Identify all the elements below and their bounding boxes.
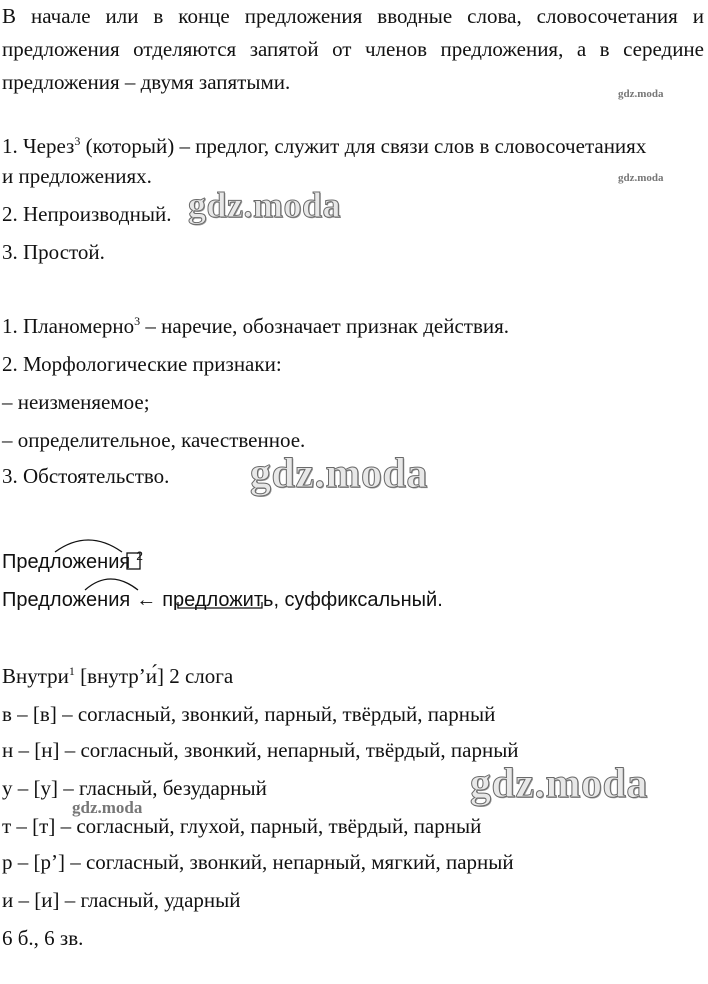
watermark-big: gdz.moda <box>470 761 648 807</box>
s1-line-3: 2. Непроизводный. <box>2 202 172 226</box>
morph-word1-ending: я <box>119 551 131 573</box>
morph-line-1 <box>2 548 143 578</box>
s1-line-2: и предложениях. <box>2 164 152 188</box>
morph-word2: Предложения <box>2 589 131 611</box>
s1-line-4: 3. Простой. <box>2 240 105 264</box>
s2-line-1-prefix: 1. Планомерно <box>2 314 135 338</box>
morph-word3: предложить <box>162 589 274 611</box>
watermark-big: gdz.moda <box>250 451 428 497</box>
s1-line-1-sup: 3 <box>74 134 81 148</box>
s2-line-3: – неизменяемое; <box>2 390 150 414</box>
morph-word1-sup: 2 <box>136 549 143 563</box>
s2-line-1 <box>2 312 509 343</box>
s3-row: н – [н] – согласный, звонкий, непарный, твёрдый, парный <box>2 738 519 762</box>
morph-tail: , суффиксальный. <box>273 589 443 611</box>
s1-line-1-suffix: (который) – предлог, служит для связи слов в словосочетаниях <box>80 134 647 158</box>
s1-line-1-prefix: 1. Через <box>2 134 75 158</box>
s2-line-4: – определительное, качественное. <box>2 428 306 452</box>
s2-line-1-suffix: – наречие, обозначает признак действия. <box>140 314 510 338</box>
morph-word1-stem: Предложени <box>2 551 120 573</box>
s3-head-sup: 1 <box>68 664 75 678</box>
s1-line-1 <box>2 132 646 163</box>
s2-line-2: 2. Морфологические признаки: <box>2 352 282 376</box>
watermark-small: gdz.moda <box>618 172 664 184</box>
s3-summary: 6 б., 6 зв. <box>2 926 84 950</box>
s3-head-rest: [внутр’и́] 2 слога <box>74 664 234 688</box>
s3-row: у – [у] – гласный, безударный <box>2 776 267 800</box>
s3-row: т – [т] – согласный, глухой, парный, твёрдый, парный <box>2 814 482 838</box>
watermark-small: gdz.moda <box>618 88 664 100</box>
s3-head-word: Внутри <box>2 664 69 688</box>
arrow-left-icon: ← <box>136 589 157 611</box>
s3-row: р – [р’] – согласный, звонкий, непарный, мягкий, парный <box>2 850 514 874</box>
morph-line-2 <box>2 586 443 614</box>
intro-paragraph: В начале или в конце предложения вводные слова, словосочетания и предложения отделяются запятой от членов предложения, а в середине предложения – двумя запятыми. <box>2 4 704 94</box>
s3-heading <box>2 662 233 693</box>
s3-row: и – [и] – гласный, ударный <box>2 888 241 912</box>
watermark-small: gdz.moda <box>72 798 143 817</box>
s3-row: в – [в] – согласный, звонкий, парный, твёрдый, парный <box>2 702 496 726</box>
watermark-big: gdz.moda <box>188 185 342 225</box>
s2-line-1-sup: 3 <box>134 314 141 328</box>
s2-line-5: 3. Обстоятельство. <box>2 464 170 488</box>
